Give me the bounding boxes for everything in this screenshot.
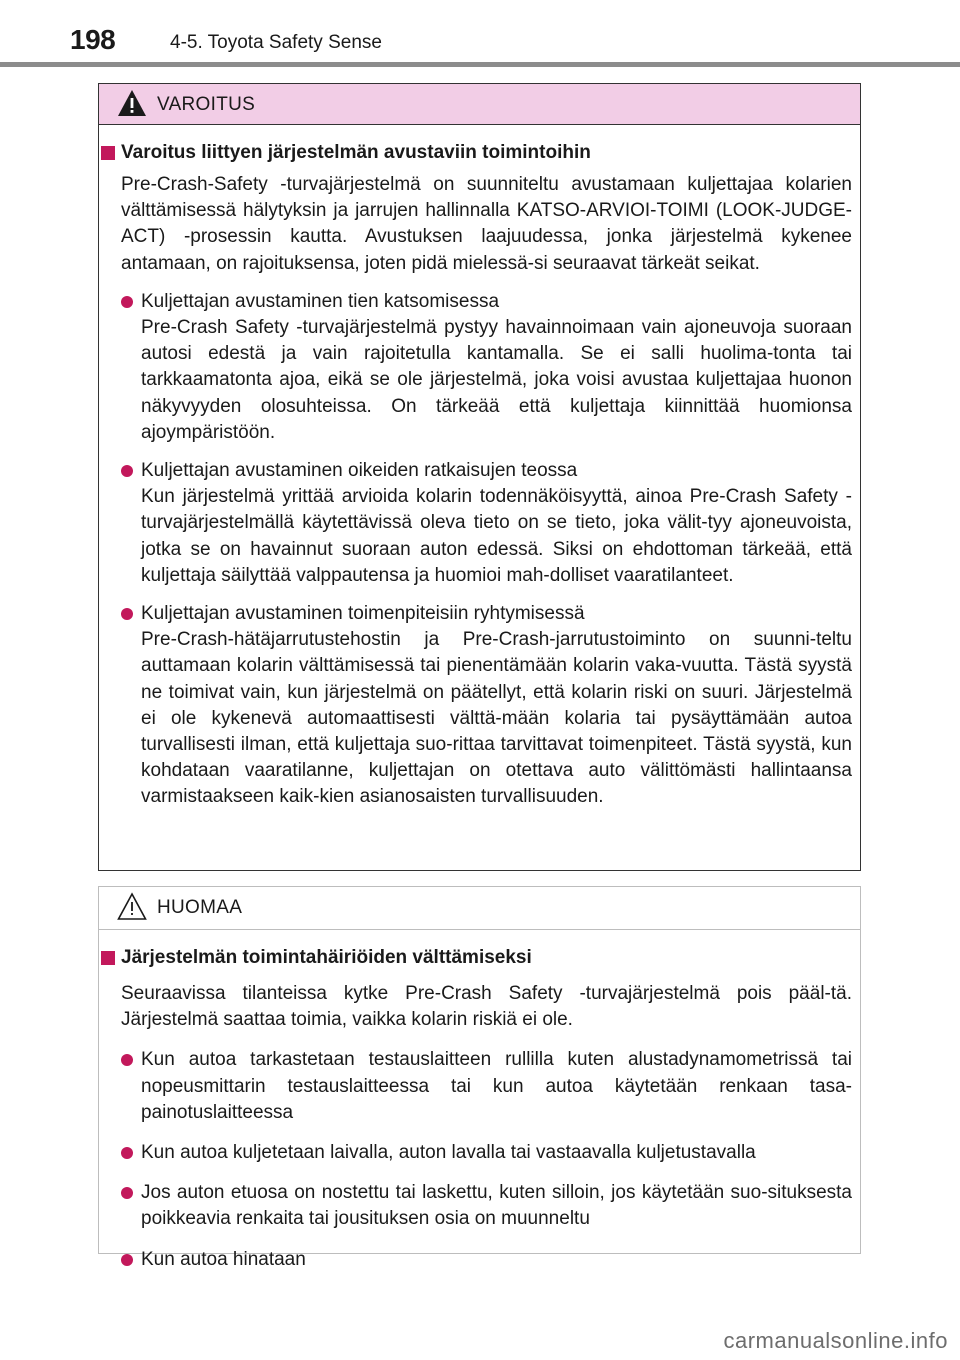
warning-box	[98, 83, 861, 871]
list-item	[121, 458, 852, 589]
dot-bullet-icon	[121, 1254, 133, 1266]
bullet-title: Kuljettajan avustaminen tien katsomisessa	[141, 290, 500, 312]
notice-body	[99, 930, 860, 1273]
caution-triangle-outline-icon	[117, 892, 147, 920]
bullet-body: Kun autoa kuljetetaan laivalla, auton lavalla tai vastaavalla kuljetustavalla	[141, 1142, 756, 1164]
notice-heading	[101, 945, 852, 971]
notice-heading-text: Järjestelmän toimintahäiriöiden välttämiseksi	[121, 947, 532, 968]
dot-bullet-icon	[121, 608, 133, 620]
dot-bullet-icon	[121, 465, 133, 477]
bullet-title: Kuljettajan avustaminen toimenpiteisiin ryhtymisessä	[141, 603, 585, 625]
section-title: 4-5. Toyota Safety Sense	[170, 32, 382, 53]
warning-heading	[101, 140, 852, 166]
dot-bullet-icon	[121, 1054, 133, 1066]
notice-header	[99, 887, 860, 930]
square-bullet-icon	[101, 146, 115, 160]
notice-intro: Seuraavissa tilanteissa kytke Pre-Crash Safety -turvajärjestelmä pois pääl-tä. Järjestelmä saattaa toimia, vaikka kolarin riskiä ei ole.	[121, 983, 852, 1031]
square-bullet-icon	[101, 951, 115, 965]
bullet-body: Kun järjestelmä yrittää arvioida kolarin todennäköisyyttä, ainoa Pre-Crash Safety -turvajärjestelmällä käytettävissä oleva tieto on se tieto, joka välit-tyy ajoneuvoista, jotka se on havainnut suoraan auton edessä. Siksi on ehdottoman tärkeää, että kuljettaja säilyttää valppautensa ja huomioi mah-dolliset vaaratilanteet.	[141, 486, 852, 586]
warning-triangle-icon	[117, 89, 147, 117]
list-item	[121, 289, 852, 446]
bullet-body: Kun autoa hinataan	[141, 1248, 306, 1270]
bullet-body: Kun autoa tarkastetaan testauslaitteen rullilla kuten alustadynamometrissä tai nopeusmittarin testauslaitteessa tai kun autoa käytetään renkaan tasa-painotuslaitteessa	[141, 1049, 852, 1123]
notice-label: HUOMAA	[157, 897, 243, 918]
bullet-body: Pre-Crash-hätäjarrutustehostin ja Pre-Crash-jarrutustoiminto on suunni-teltu auttamaan kolarin välttämisessä tai pienentämään kolarin vaka-vuutta. Tästä syystä ne toimivat vain, kun järjestelmä on päätellyt, että kolarin riski on suuri. Järjestelmä ei ole kykenevä automaattisesti välttä-mään kolaria tai pysäyttämään autoa turvallisesti ilman, että kuljettaja suo-rittaa tarvittavat toimenpiteet. Tästä syystä, kun kohdataan vaaratilanne, kuljettajan on otettava auto välittömästi hallintaansa varmistaakseen kaik-kien asianosaisten turvallisuuden.	[141, 629, 852, 808]
warning-label: VAROITUS	[157, 94, 256, 115]
list-item	[121, 601, 852, 811]
list-item	[121, 1247, 852, 1273]
bullet-body: Jos auton etuosa on nostettu tai laskettu, kuten silloin, jos käytetään suo-situksesta poikkeavia renkaita tai jousituksen osia on muunneltu	[141, 1182, 852, 1230]
bullet-title: Kuljettajan avustaminen oikeiden ratkaisujen teossa	[141, 460, 578, 482]
list-item	[121, 1180, 852, 1232]
watermark: carmanualsonline.info	[723, 1328, 948, 1353]
list-item	[121, 1140, 852, 1166]
dot-bullet-icon	[121, 1147, 133, 1159]
dot-bullet-icon	[121, 1187, 133, 1199]
bullet-body: Pre-Crash Safety -turvajärjestelmä pystyy havainnoimaan vain ajoneuvoja suoraan autosi edestä ja vain rajoitetulla kantamalla. Se ei salli huolima-tonta tai tarkkaamatonta ajoa, eikä se ole järjestelmä, joka voisi avustaa kuljettajaa huonon näkyvyyden olosuhteissa. On tärkeää että kuljettaja kiinnittää huomionsa ajoympäristöön.	[141, 317, 852, 443]
warning-header	[99, 84, 860, 125]
page-header	[0, 0, 960, 70]
warning-body	[99, 125, 860, 811]
header-rule	[0, 62, 960, 67]
page-number: 198	[70, 24, 116, 55]
warning-heading-text: Varoitus liittyen järjestelmän avustaviin toimintoihin	[121, 142, 591, 163]
warning-intro: Pre-Crash-Safety -turvajärjestelmä on suunniteltu avustamaan kuljettajaa kolarien välttämisessä hälytyksin ja jarrujen hallinnalla KATSO-ARVIOI-TOIMI (LOOK-JUDGE-ACT) -prosessin kautta. Avustuksen laajuudessa, jonka järjestelmä kykenee antamaan, on rajoituksensa, joten pidä mielessä-si seuraavat tärkeät seikat.	[121, 174, 852, 274]
list-item	[121, 1047, 852, 1126]
dot-bullet-icon	[121, 296, 133, 308]
notice-box	[98, 886, 861, 1270]
